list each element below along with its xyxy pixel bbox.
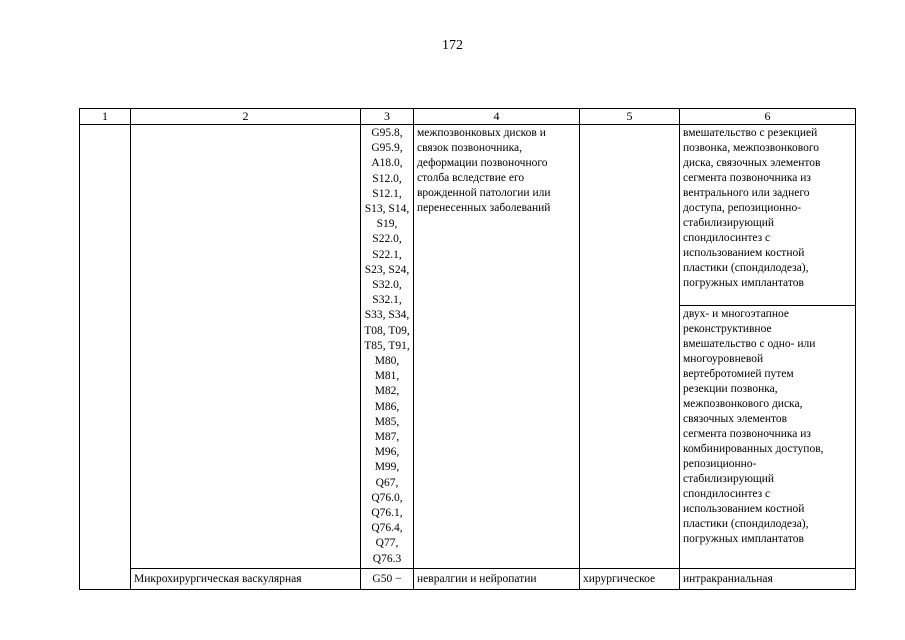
method-line: вертебротомией путем xyxy=(683,368,794,381)
procedures-table xyxy=(79,108,856,590)
method-line: использованием костной xyxy=(683,503,805,516)
method-line: репозиционно- xyxy=(683,458,757,471)
bottom-treatment-cell: хирургическое xyxy=(580,568,680,589)
diagnosis-code: S33, S34, xyxy=(364,309,410,322)
method-line: спондилосинтез с xyxy=(683,488,771,501)
diagnosis-code: Q76.0, xyxy=(371,491,403,504)
method-line: многоуровневой xyxy=(683,353,764,366)
diagnosis-code: S12.1, xyxy=(372,187,402,200)
method-line: комбинированных доступов, xyxy=(683,443,824,456)
method-line: использованием костной xyxy=(683,247,805,259)
method-line: реконструктивное xyxy=(683,323,772,336)
number-cell xyxy=(80,125,131,590)
page-number: 172 xyxy=(442,38,463,53)
method-line: межпозвонкового диска, xyxy=(683,398,803,411)
method-line: погружных имплантатов xyxy=(683,277,804,289)
diagnosis-code: S22.0, xyxy=(372,233,402,246)
method-line: погружных имплантатов xyxy=(683,533,804,546)
method-line: вмешательство с одно- или xyxy=(683,338,816,351)
diagnosis-code: M82, xyxy=(374,385,400,398)
model-line: связок позвоночника, xyxy=(417,142,522,154)
header-row xyxy=(80,109,856,125)
diagnosis-code: M87, xyxy=(374,431,400,444)
header-col-2: 2 xyxy=(131,109,361,125)
method-line: вмешательство с резекцией xyxy=(683,127,818,139)
header-col-4: 4 xyxy=(414,109,580,125)
model-line: межпозвонковых дисков и xyxy=(417,127,546,139)
method-line: стабилизирующий xyxy=(683,217,775,229)
model-line: перенесенных заболеваний xyxy=(417,202,551,214)
diagnosis-code: Q76.3 xyxy=(372,552,402,565)
method-line: связочных элементов xyxy=(683,413,788,426)
diagnosis-code: S13, S14, xyxy=(364,203,410,216)
table-row xyxy=(80,125,856,306)
method-line: сегмента позвоночника из xyxy=(683,428,811,441)
method-line: диска, связочных элементов xyxy=(683,157,821,169)
diagnosis-code: M81, xyxy=(374,370,400,383)
method-line: пластики (спондилодеза), xyxy=(683,262,809,274)
method-line: позвонка, межпозвонкового xyxy=(683,142,820,154)
method-line: пластики (спондилодеза), xyxy=(683,518,809,531)
header-col-3: 3 xyxy=(361,109,414,125)
diagnosis-code: T08, T09, xyxy=(364,324,410,337)
model-line: столба вследствие его xyxy=(417,172,525,184)
method-cell-b xyxy=(680,306,856,568)
table-row-vascular xyxy=(80,568,856,589)
diagnosis-code: Q76.1, xyxy=(371,507,403,520)
method-line: двух- и многоэтапное xyxy=(683,308,789,321)
diagnosis-code: M86, xyxy=(374,400,400,413)
model-cell xyxy=(414,125,580,569)
diagnosis-code: G95.9, xyxy=(371,142,403,155)
method-line: спондилосинтез с xyxy=(683,232,771,244)
method-line: доступа, репозиционно- xyxy=(683,202,802,214)
diagnosis-code: Q67, xyxy=(375,476,399,489)
diagnosis-code: M96, xyxy=(374,446,400,459)
bottom-model-cell: невралгии и нейропатии xyxy=(414,568,580,589)
method-line: резекции позвонка, xyxy=(683,383,778,396)
diagnosis-code: Q77, xyxy=(375,537,399,550)
method-line: сегмента позвоночника из xyxy=(683,172,811,184)
diagnosis-code: A18.0, xyxy=(371,157,403,170)
diagnosis-code: S32.1, xyxy=(372,294,402,307)
header-col-5: 5 xyxy=(580,109,680,125)
name-cell xyxy=(131,125,361,569)
diagnosis-code: S22.1, xyxy=(372,248,402,261)
diagnosis-code: S12.0, xyxy=(372,172,402,185)
treatment-cell xyxy=(580,125,680,569)
diagnosis-code: S19, xyxy=(376,218,398,231)
model-line: деформации позвоночного xyxy=(417,157,548,169)
bottom-name-cell: Микрохирургическая васкулярная xyxy=(131,568,361,589)
method-line: стабилизирующий xyxy=(683,473,775,486)
header-col-6: 6 xyxy=(680,109,856,125)
diagnosis-code: M80, xyxy=(374,355,400,368)
bottom-method-cell: интракраниальная xyxy=(680,568,856,589)
diagnosis-code: M85, xyxy=(374,415,400,428)
method-cell-a xyxy=(680,125,856,306)
diagnosis-code: Q76.4, xyxy=(371,522,403,535)
diagnosis-code: S23, S24, xyxy=(364,263,410,276)
model-line: врожденной патологии или xyxy=(417,187,551,199)
method-line: вентрального или заднего xyxy=(683,187,810,199)
bottom-code-cell: G50 − xyxy=(361,568,414,589)
header-col-1: 1 xyxy=(80,109,131,125)
diagnosis-code: T85, T91, xyxy=(364,339,410,352)
diagnosis-code: M99, xyxy=(374,461,400,474)
diagnosis-code: S32.0, xyxy=(372,279,402,292)
diagnosis-code: G95.8, xyxy=(371,127,403,139)
codes-cell xyxy=(361,125,414,569)
